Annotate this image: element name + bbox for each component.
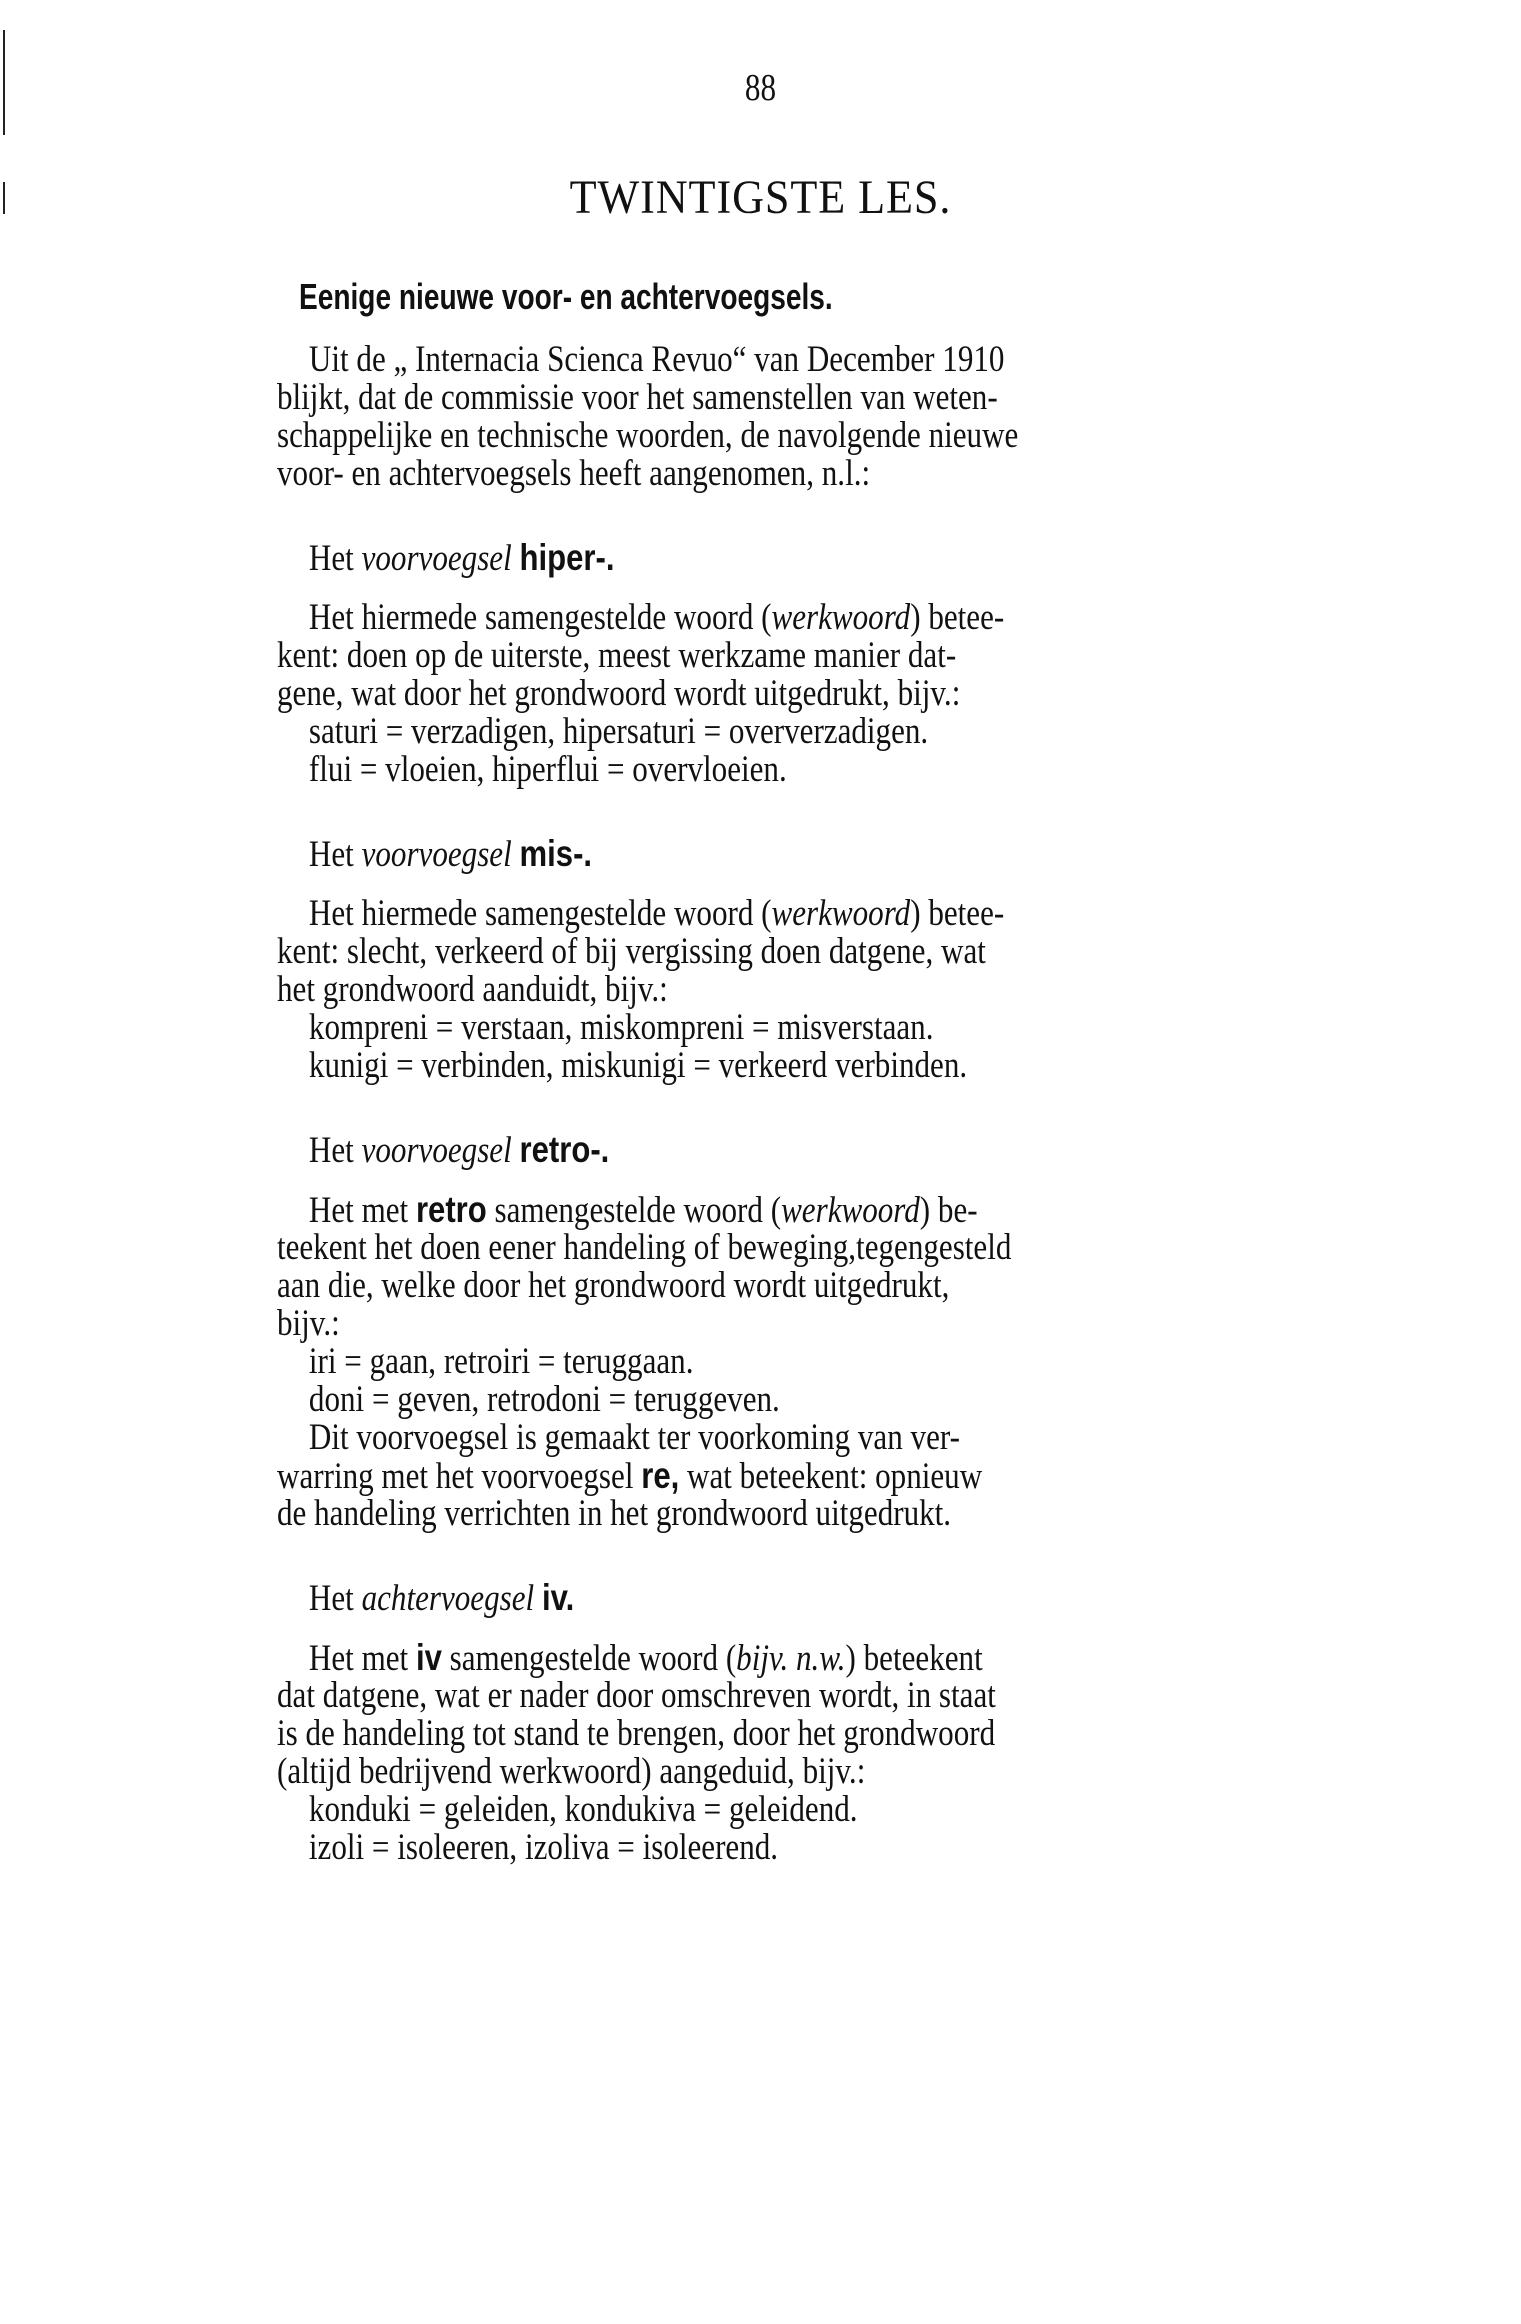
text-run: Het hiermede samengestelde woord (: [308, 597, 772, 638]
section-retro: [277, 1131, 1352, 1533]
heading-term: achtervoegsel: [361, 1578, 535, 1619]
heading-term: voorvoegsel: [361, 834, 512, 875]
text-run: ) beteekent: [845, 1638, 983, 1679]
note-line: [277, 1457, 1352, 1495]
body-line: aan die, welke door het grondwoord wordt uitgedrukt,: [277, 1265, 950, 1306]
text-run: wat beteekent: opnieuw: [679, 1456, 983, 1497]
example-line: doni = geven, retrodoni = teruggeven.: [308, 1379, 780, 1420]
body-line: dat datgene, wat er nader door omschreven wordt, in staat: [277, 1675, 996, 1716]
example-line: konduki = geleiden, kondukiva = geleidend.: [308, 1789, 858, 1830]
example-line: saturi = verzadigen, hipersaturi = oververzadigen.: [308, 711, 929, 752]
text-run: Het hiermede samengestelde woord (: [308, 893, 772, 934]
body-line: kent: slecht, verkeerd of bij vergissing doen datgene, wat: [277, 931, 986, 972]
heading-affix: retro-.: [519, 1129, 610, 1170]
body-line: gene, wat door het grondwoord wordt uitgedrukt, bijv.:: [277, 673, 961, 714]
example-line: iri = gaan, retroiri = teruggaan.: [308, 1341, 694, 1382]
scan-margin-mark: [3, 182, 5, 214]
heading-affix: mis-.: [519, 833, 593, 874]
italic-run: werkwoord: [771, 597, 911, 638]
section-heading: [277, 1131, 1383, 1169]
section-heading: [277, 1579, 1383, 1617]
text-run: ) be-: [919, 1190, 978, 1231]
body-line: het grondwoord aanduidt, bijv.:: [277, 969, 668, 1010]
example-line: kunigi = verbinden, miskunigi = verkeerd verbinden.: [308, 1045, 968, 1086]
intro-line: schappelijke en technische woorden, de navolgende nieuwe: [277, 415, 1019, 456]
body-line: [277, 895, 1383, 933]
section-heading: [277, 835, 1383, 873]
section-iv: [277, 1579, 1352, 1867]
example-line: flui = vloeien, hiperflui = overvloeien.: [308, 749, 787, 790]
heading-affix: hiper-.: [519, 537, 615, 578]
section-heading: [277, 539, 1383, 577]
bold-run: iv: [415, 1637, 442, 1678]
text-run: samengestelde woord (: [441, 1638, 737, 1679]
heading-prefix: Het: [308, 834, 362, 875]
intro-line: Uit de „ Internacia Scienca Revuo“ van December 1910: [308, 339, 1005, 380]
italic-run: werkwoord: [771, 893, 911, 934]
text-run: warring met het voorvoegsel: [277, 1456, 642, 1497]
body-line: [277, 1191, 1383, 1229]
chapter-title: TWINTIGSTE LES.: [569, 171, 952, 224]
note-line: de handeling verrichten in het grondwoord uitgedrukt.: [277, 1493, 952, 1534]
section-mis: [277, 835, 1352, 1085]
body-line: kent: doen op de uiterste, meest werkzame manier dat-: [277, 635, 957, 676]
section-subtitle: Eenige nieuwe voor- en achtervoegsels.: [299, 276, 833, 317]
body-line: [277, 1639, 1383, 1677]
intro-paragraph: [277, 341, 1352, 493]
example-line: izoli = isoleeren, izoliva = isoleerend.: [308, 1827, 779, 1868]
italic-run: werkwoord: [781, 1190, 920, 1231]
section-hiper: [277, 539, 1352, 789]
page-content: [277, 275, 1352, 1867]
heading-term: voorvoegsel: [361, 538, 512, 579]
heading-prefix: Het: [308, 1130, 362, 1171]
intro-line: blijkt, dat de commissie voor het samenstellen van weten-: [277, 377, 998, 418]
body-line: is de handeling tot stand te brengen, door het grondwoord: [277, 1713, 996, 1754]
body-line: [277, 599, 1383, 637]
intro-line: voor- en achtervoegsels heeft aangenomen, n.l.:: [277, 453, 871, 494]
scan-margin-line: [3, 30, 5, 135]
text-run: Het met: [308, 1638, 416, 1679]
text-run: Het met: [308, 1190, 416, 1231]
heading-prefix: Het: [308, 1578, 362, 1619]
italic-run: bijv. n.w.: [736, 1638, 846, 1679]
body-line: teekent het doen eener handeling of beweging,tegengesteld: [277, 1227, 1012, 1268]
heading-affix: iv.: [541, 1577, 575, 1618]
bold-run: retro: [415, 1189, 487, 1230]
body-line: bijv.:: [277, 1303, 340, 1344]
heading-term: voorvoegsel: [361, 1130, 512, 1171]
text-run: ) betee-: [910, 597, 1005, 638]
text-run: ) betee-: [910, 893, 1005, 934]
page-number: 88: [744, 67, 777, 109]
heading-prefix: Het: [308, 538, 362, 579]
bold-run: re,: [641, 1455, 680, 1496]
note-line: Dit voorvoegsel is gemaakt ter voorkoming van ver-: [308, 1417, 960, 1458]
example-line: kompreni = verstaan, miskompreni = misverstaan.: [308, 1007, 934, 1048]
text-run: samengestelde woord (: [486, 1190, 782, 1231]
body-line: (altijd bedrijvend werkwoord) aangeduid, bijv.:: [277, 1751, 866, 1792]
